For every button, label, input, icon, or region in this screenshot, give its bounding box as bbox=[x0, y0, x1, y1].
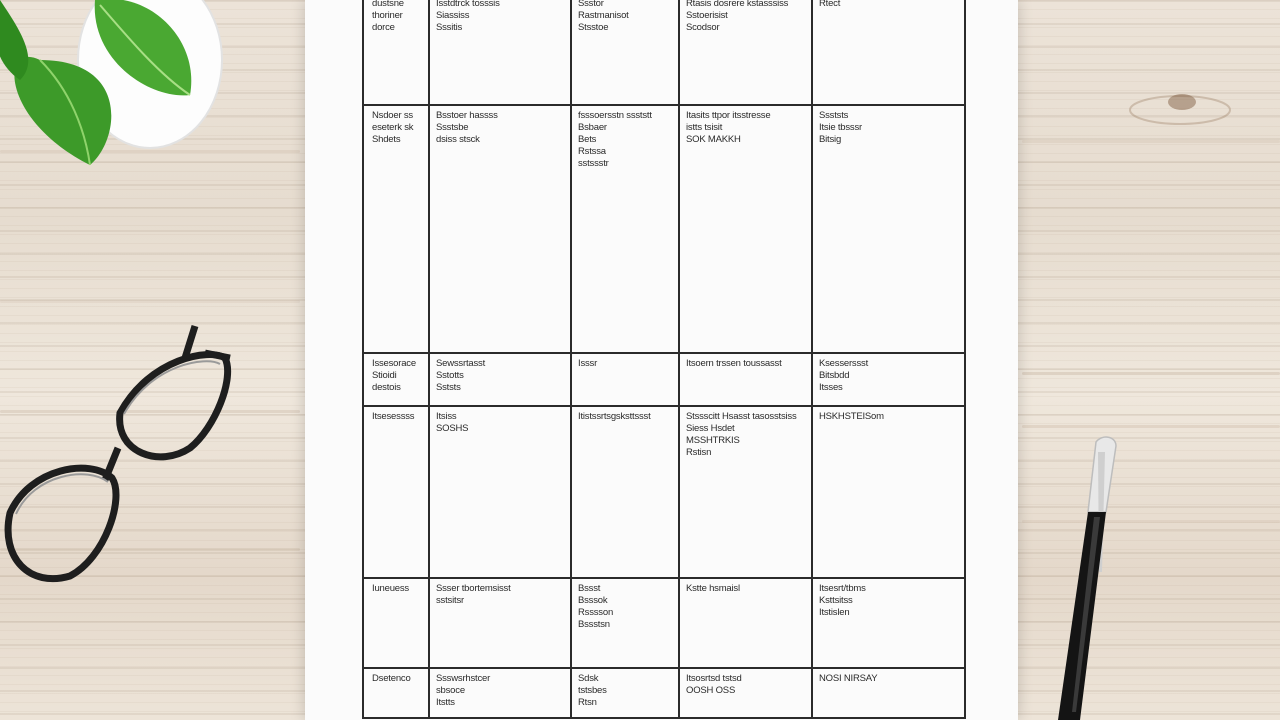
cell-text: Bsstoer hassss bbox=[436, 110, 498, 121]
plant-icon bbox=[0, 0, 230, 175]
column-divider bbox=[428, 0, 430, 717]
cell-text: Rstssa bbox=[578, 146, 606, 157]
cell-text: SOSHS bbox=[436, 423, 469, 434]
wood-grain bbox=[1022, 425, 1280, 428]
cell-text: Shdets bbox=[372, 134, 401, 145]
table-cell bbox=[372, 583, 409, 595]
cell-text: Itsesessss bbox=[372, 411, 415, 422]
cell-text: Ssststs bbox=[819, 110, 849, 121]
column-divider bbox=[678, 0, 680, 717]
table-cell bbox=[372, 358, 416, 394]
cell-text: Iuneuess bbox=[372, 583, 409, 594]
cell-text: Rsssson bbox=[578, 607, 614, 618]
wood-grain bbox=[0, 300, 300, 303]
cell-text: Bets bbox=[578, 134, 597, 145]
cell-text: Scodsor bbox=[686, 22, 720, 33]
cell-text: Isstdtrck tosssis bbox=[436, 0, 500, 9]
table-cell bbox=[578, 110, 652, 170]
cell-text: Ksttsitss bbox=[819, 595, 853, 606]
cell-text: sstssstr bbox=[578, 158, 609, 169]
cell-text: Ssser tbortemsisst bbox=[436, 583, 511, 594]
table-cell bbox=[436, 358, 485, 394]
cell-text: Siess Hsdet bbox=[686, 423, 735, 434]
cell-text: Stssscitt Hsasst tasosstsiss bbox=[686, 411, 797, 422]
cell-text: Bsbaer bbox=[578, 122, 607, 133]
table-cell bbox=[372, 0, 404, 34]
wood-grain bbox=[1022, 372, 1280, 375]
row-divider bbox=[364, 577, 964, 579]
cell-text: sstsitsr bbox=[436, 595, 464, 606]
cell-text: Isssr bbox=[578, 358, 598, 369]
cell-text: Bsssok bbox=[578, 595, 608, 606]
eyeglasses-icon bbox=[0, 318, 240, 588]
table-cell bbox=[436, 411, 468, 435]
cell-text: istts tsisit bbox=[686, 122, 723, 133]
table-cell bbox=[578, 673, 607, 709]
table-cell bbox=[686, 0, 788, 34]
cell-text: Itsses bbox=[819, 382, 843, 393]
cell-text: Siassiss bbox=[436, 10, 470, 21]
cell-text: Rtect bbox=[819, 0, 841, 9]
cell-text: Stsstoe bbox=[578, 22, 609, 33]
table-cell bbox=[686, 110, 770, 146]
cell-text: Bssstsn bbox=[578, 619, 610, 630]
cell-text: MSSHTRKIS bbox=[686, 435, 740, 446]
cell-text: Sstotts bbox=[436, 370, 464, 381]
cell-text: Rtasis dosrere kstasssiss bbox=[686, 0, 789, 9]
cell-text: Itsoern trssen toussasst bbox=[686, 358, 782, 369]
cell-text: Rastmanisot bbox=[578, 10, 629, 21]
table-cell bbox=[372, 110, 413, 146]
cell-text: tstsbes bbox=[578, 685, 607, 696]
cell-text: sbsoce bbox=[436, 685, 465, 696]
cell-text: Itsesrt/tbms bbox=[819, 583, 866, 594]
table-cell bbox=[819, 673, 877, 685]
cell-text: Itistssrtsgsksttssst bbox=[578, 411, 651, 422]
cell-text: Bitsbdd bbox=[819, 370, 850, 381]
table-cell bbox=[578, 0, 629, 34]
cell-text: NOSI NIRSAY bbox=[819, 673, 878, 684]
table-cell bbox=[686, 411, 797, 459]
table-cell bbox=[819, 583, 866, 619]
cell-text: Rtsn bbox=[578, 697, 597, 708]
cell-text: destois bbox=[372, 382, 401, 393]
cell-text: fsssoersstn ssststt bbox=[578, 110, 652, 121]
table-cell bbox=[819, 358, 868, 394]
table-cell bbox=[436, 673, 490, 709]
cell-text: Issesorace bbox=[372, 358, 416, 369]
table-cell bbox=[686, 583, 740, 595]
cell-text: Kstte hsmaisl bbox=[686, 583, 740, 594]
table-cell bbox=[578, 583, 613, 631]
cell-text: Nsdoer ss bbox=[372, 110, 413, 121]
table-cell bbox=[436, 0, 500, 34]
cell-text: dorce bbox=[372, 22, 395, 33]
table-cell bbox=[578, 411, 651, 423]
cell-text: OOSH OSS bbox=[686, 685, 736, 696]
cell-text: Dsetenco bbox=[372, 673, 411, 684]
column-divider bbox=[570, 0, 572, 717]
cell-text: Sstoerisist bbox=[686, 10, 728, 21]
cell-text: HSKHSTEISom bbox=[819, 411, 884, 422]
cell-text: Ksesserssst bbox=[819, 358, 869, 369]
cell-text: Bitsig bbox=[819, 134, 842, 145]
table-cell bbox=[819, 110, 862, 146]
table-cell bbox=[819, 411, 884, 423]
wood-knot bbox=[1125, 80, 1235, 140]
cell-text: eseterk sk bbox=[372, 122, 414, 133]
cell-text: SOK MAKKH bbox=[686, 134, 741, 145]
cell-text: Itasits ttpor itsstresse bbox=[686, 110, 771, 121]
table-cell bbox=[686, 358, 782, 370]
cell-text: Ssstsbe bbox=[436, 122, 469, 133]
table-cell bbox=[578, 358, 597, 370]
table-cell bbox=[372, 411, 414, 423]
table-cell bbox=[372, 673, 411, 685]
table-cell bbox=[436, 110, 498, 146]
cell-text: Stioidi bbox=[372, 370, 397, 381]
table-cell bbox=[686, 673, 742, 697]
cell-text: thoriner bbox=[372, 10, 403, 21]
table-cell bbox=[819, 0, 840, 10]
cell-text: Rstisn bbox=[686, 447, 712, 458]
cell-text: Sdsk bbox=[578, 673, 599, 684]
wood-grain bbox=[1022, 140, 1280, 143]
cell-text: Itsiss bbox=[436, 411, 457, 422]
pen-icon bbox=[1050, 432, 1130, 720]
row-divider bbox=[364, 667, 964, 669]
schedule-table bbox=[362, 0, 966, 719]
cell-text: Sssitis bbox=[436, 22, 463, 33]
cell-text: Ssstor bbox=[578, 0, 604, 9]
row-divider bbox=[364, 405, 964, 407]
cell-text: Sststs bbox=[436, 382, 461, 393]
cell-text: Itsosrtsd tstsd bbox=[686, 673, 742, 684]
column-divider bbox=[811, 0, 813, 717]
paper-sheet bbox=[305, 0, 1018, 720]
cell-text: Ssswsrhstcer bbox=[436, 673, 491, 684]
cell-text: dustsne bbox=[372, 0, 404, 9]
cell-text: Itstts bbox=[436, 697, 455, 708]
row-divider bbox=[364, 352, 964, 354]
cell-text: Itsie tbsssr bbox=[819, 122, 862, 133]
cell-text: Sewssrtasst bbox=[436, 358, 486, 369]
cell-text: Itstislen bbox=[819, 607, 850, 618]
table-cell bbox=[436, 583, 511, 607]
cell-text: Bssst bbox=[578, 583, 601, 594]
row-divider bbox=[364, 104, 964, 106]
cell-text: dsiss stsck bbox=[436, 134, 480, 145]
